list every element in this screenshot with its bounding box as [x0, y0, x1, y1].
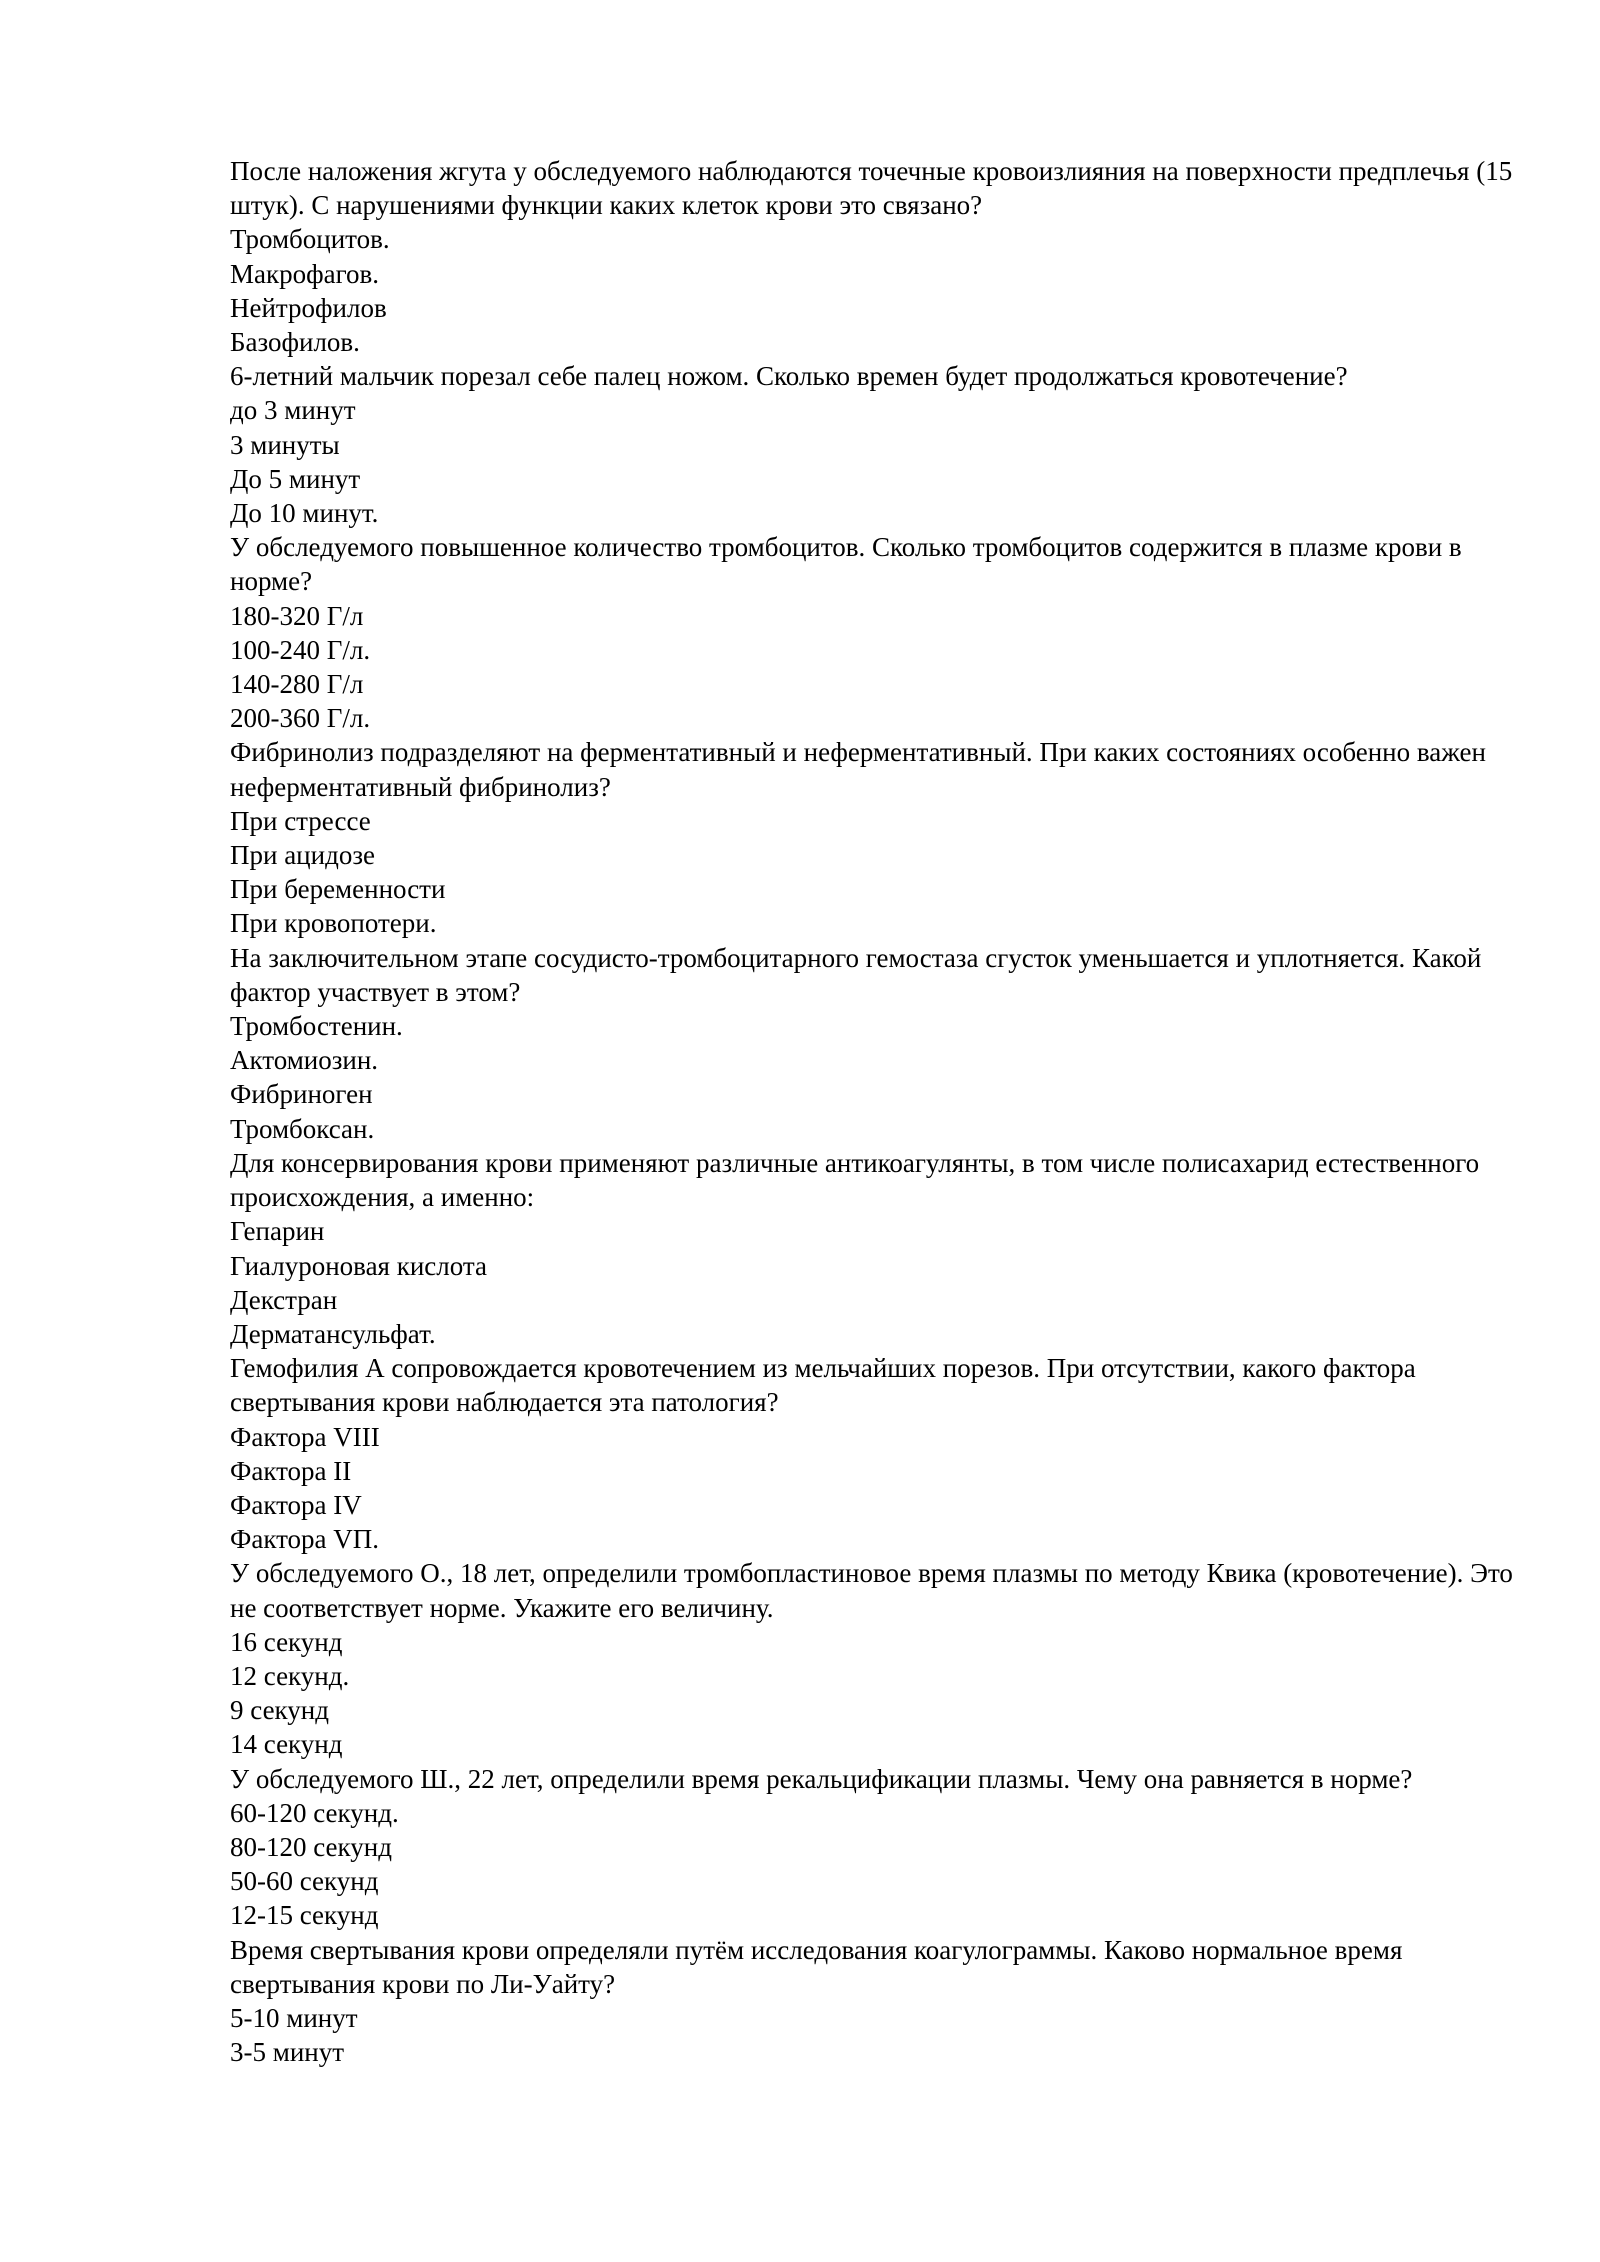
- question-text: Для консервирования крови применяют различные антикоагулянты, в том числе полисахарид естественного происхождения, а именно:: [230, 1147, 1480, 1213]
- answer-option: До 5 минут: [230, 463, 361, 494]
- answer-option: При стрессе: [230, 805, 371, 836]
- answer-option: 80-120 секунд: [230, 1831, 392, 1862]
- answer-option: Фибриноген: [230, 1079, 373, 1110]
- question-text: Время свертывания крови определяли путём исследования коагулограммы. Каково нормальное время свертывания крови по Ли-Уайту?: [230, 1934, 1403, 1999]
- answer-options: [230, 599, 1520, 736]
- answer-option: Гепарин: [230, 1216, 325, 1247]
- question-text: 6-летний мальчик порезал себе палец ножом. Сколько времен будет продолжаться кровотечение?: [230, 361, 1348, 392]
- question-block: [230, 1762, 1520, 1933]
- answer-option: до 3 минут: [230, 395, 356, 426]
- answer-option: 3 минуты: [230, 429, 340, 460]
- answer-option: Актомиозин.: [230, 1045, 379, 1076]
- question-block: [230, 1933, 1520, 2070]
- answer-option: Дерматансульфат.: [230, 1318, 436, 1349]
- answer-option: 50-60 секунд: [230, 1866, 379, 1897]
- answer-option: 12 секунд.: [230, 1660, 350, 1691]
- answer-option: Фактора IV: [230, 1489, 362, 1520]
- answer-option: При кровопотери.: [230, 908, 437, 939]
- answer-option: Тромбоцитов.: [230, 224, 390, 255]
- answer-option: Фактора VП.: [230, 1524, 380, 1555]
- answer-option: Макрофагов.: [230, 258, 379, 289]
- question-block: [230, 1351, 1520, 1556]
- answer-options: [230, 1214, 1520, 1351]
- question-text: У обследуемого Ш., 22 лет, определили время рекальцификации плазмы. Чему она равняется в норме?: [230, 1763, 1413, 1794]
- answer-option: Фактора II: [230, 1455, 352, 1486]
- answer-option: Базофилов.: [230, 327, 360, 358]
- answer-option: 16 секунд: [230, 1626, 343, 1657]
- answer-option: 14 секунд: [230, 1729, 343, 1760]
- answer-options: [230, 2001, 1520, 2069]
- answer-option: Нейтрофилов: [230, 292, 387, 323]
- answer-options: [230, 1009, 1520, 1146]
- answer-option: При беременности: [230, 874, 446, 905]
- answer-option: 12-15 секунд: [230, 1900, 379, 1931]
- answer-option: При ацидозе: [230, 840, 375, 871]
- answer-option: Гиалуроновая кислота: [230, 1250, 488, 1281]
- answer-option: 3-5 минут: [230, 2037, 345, 2068]
- answer-option: До 10 минут.: [230, 498, 379, 529]
- answer-option: 5-10 минут: [230, 2002, 358, 2033]
- answer-options: [230, 222, 1520, 359]
- answer-option: 100-240 Г/л.: [230, 634, 371, 665]
- question-block: [230, 941, 1520, 1146]
- question-block: [230, 1556, 1520, 1761]
- document-body: [230, 154, 1520, 2069]
- answer-options: [230, 804, 1520, 941]
- answer-option: Тромбостенин.: [230, 1011, 403, 1042]
- question-text: На заключительном этапе сосудисто-тромбоцитарного гемостаза сгусток уменьшается и уплотняется. Какой фактор участвует в этом?: [230, 942, 1482, 1007]
- answer-option: Фактора VIII: [230, 1421, 380, 1452]
- answer-option: 140-280 Г/л: [230, 669, 364, 700]
- answer-options: [230, 1796, 1520, 1933]
- question-block: [230, 359, 1520, 530]
- question-block: [230, 154, 1520, 359]
- question-text: У обследуемого повышенное количество тромбоцитов. Сколько тромбоцитов содержится в плазме крови в норме?: [230, 532, 1462, 597]
- answer-option: 60-120 секунд.: [230, 1797, 399, 1828]
- answer-option: 180-320 Г/л: [230, 600, 364, 631]
- question-text: Фибринолиз подразделяют на ферментативный и неферментативный. При каких состояниях особенно важен неферментативный фибринолиз?: [230, 737, 1486, 802]
- question-text: Гемофилия А сопровождается кровотечением из мельчайших порезов. При отсутствии, какого фактора свертывания крови наблюдается эта патология?: [230, 1353, 1416, 1418]
- question-block: [230, 735, 1520, 940]
- answer-options: [230, 1625, 1520, 1762]
- question-text: После наложения жгута у обследуемого наблюдаются точечные кровоизлияния на поверхности предплечья (15 штук). С нарушениями функции каких клеток крови это связано?: [230, 156, 1513, 221]
- question-block: [230, 1146, 1520, 1351]
- answer-option: Декстран: [230, 1284, 338, 1315]
- answer-option: Тромбоксан.: [230, 1113, 375, 1144]
- answer-option: 200-360 Г/л.: [230, 703, 371, 734]
- answer-options: [230, 393, 1520, 530]
- question-block: [230, 530, 1520, 735]
- answer-option: 9 секунд: [230, 1695, 329, 1726]
- question-text: У обследуемого О., 18 лет, определили тромбопластиновое время плазмы по методу Квика (кровотечение). Это не соответствует норме. Укажите его величину.: [230, 1558, 1513, 1623]
- answer-options: [230, 1420, 1520, 1557]
